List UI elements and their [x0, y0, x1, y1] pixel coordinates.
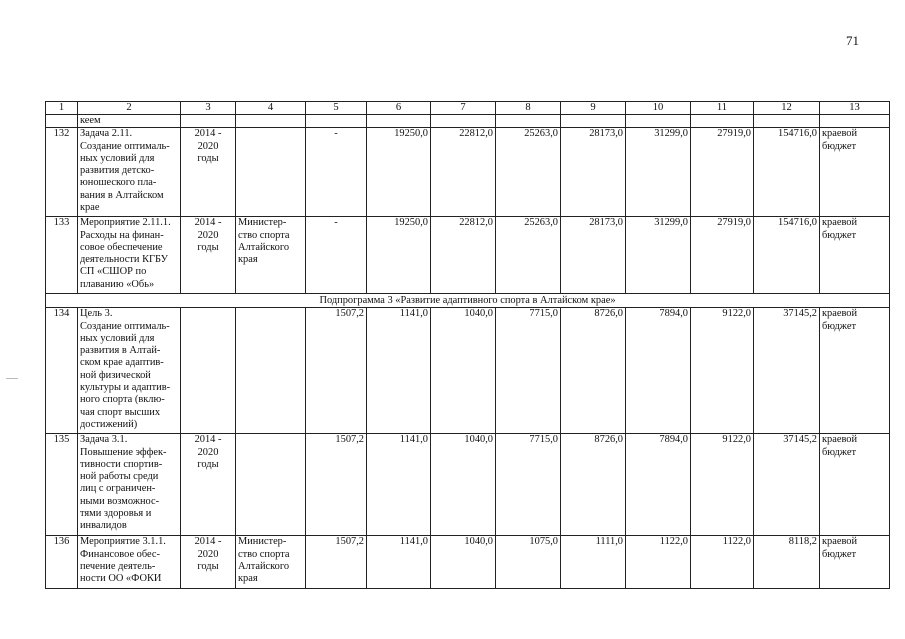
cell-value: 1040,0 [431, 536, 496, 589]
cell-value: 1122,0 [626, 536, 691, 589]
row-number: 132 [46, 128, 78, 217]
row-source: краевой бюджет [820, 434, 890, 536]
cell-value: 31299,0 [626, 128, 691, 217]
cell-value: 154716,0 [754, 128, 820, 217]
row-source: краевой бюджет [820, 536, 890, 589]
column-number: 13 [820, 102, 890, 115]
column-number: 10 [626, 102, 691, 115]
column-number: 1 [46, 102, 78, 115]
cell-value: 22812,0 [431, 217, 496, 294]
row-period: 2014 - 2020 годы [181, 536, 236, 589]
page-number: 71 [846, 33, 859, 48]
cell-value: 19250,0 [367, 128, 431, 217]
row-period: 2014 - 2020 годы [181, 434, 236, 536]
cell-value: 27919,0 [691, 128, 754, 217]
row-source: краевой бюджет [820, 128, 890, 217]
cell-value: 9122,0 [691, 308, 754, 434]
cell-value: 1122,0 [691, 536, 754, 589]
row-name: Цель 3. Создание оптималь- ных условий для развития в Алтай- ском крае адаптив- ной физической культуры и адаптив- ного спорта (вклю- чая спорт высших достижений) [78, 308, 181, 434]
column-number: 7 [431, 102, 496, 115]
cell-value: 25263,0 [496, 217, 561, 294]
cell-value: 1141,0 [367, 434, 431, 536]
cell-value: 8726,0 [561, 308, 626, 434]
column-number: 11 [691, 102, 754, 115]
cell-value: 7894,0 [626, 308, 691, 434]
cell-value: 19250,0 [367, 217, 431, 294]
cell-value: 37145,2 [754, 308, 820, 434]
column-number: 12 [754, 102, 820, 115]
table-row [46, 217, 890, 294]
row-source: краевой бюджет [820, 217, 890, 294]
cell-value: 154716,0 [754, 217, 820, 294]
row-executor [236, 128, 306, 217]
subprogram-title: Подпрограмма 3 «Развитие адаптивного спорта в Алтайском крае» [46, 294, 890, 308]
cell-value: 9122,0 [691, 434, 754, 536]
row-executor [236, 308, 306, 434]
row-name: Мероприятие 3.1.1. Финансовое обес- печение деятель- ности ОО «ФОКИ [78, 536, 181, 589]
row-number: 136 [46, 536, 78, 589]
row-period: 2014 - 2020 годы [181, 128, 236, 217]
column-number: 3 [181, 102, 236, 115]
row-executor [236, 434, 306, 536]
column-number: 2 [78, 102, 181, 115]
column-number: 8 [496, 102, 561, 115]
row-name: Задача 2.11. Создание оптималь- ных условий для развития детско- юношеского пла- вания в Алтайском крае [78, 128, 181, 217]
cell-value: 1040,0 [431, 308, 496, 434]
cell-value: 7715,0 [496, 308, 561, 434]
cell-value: 1040,0 [431, 434, 496, 536]
cell-value: 1507,2 [306, 434, 367, 536]
cell-value: - [306, 128, 367, 217]
cell-value: 1507,2 [306, 308, 367, 434]
column-number: 9 [561, 102, 626, 115]
cell-value: 1075,0 [496, 536, 561, 589]
row-executor: Министер- ство спорта Алтайского края [236, 536, 306, 589]
row-source: краевой бюджет [820, 308, 890, 434]
cell-value: 27919,0 [691, 217, 754, 294]
row-number: 134 [46, 308, 78, 434]
row-number: 133 [46, 217, 78, 294]
cell-value: 28173,0 [561, 128, 626, 217]
cell-value: 25263,0 [496, 128, 561, 217]
row-executor: Министер- ство спорта Алтайского края [236, 217, 306, 294]
row-period: 2014 - 2020 годы [181, 217, 236, 294]
scan-mark [6, 378, 18, 379]
cell-value: 1507,2 [306, 536, 367, 589]
table-row [46, 308, 890, 434]
row-number: 135 [46, 434, 78, 536]
row-name: Мероприятие 2.11.1. Расходы на финан- совое обеспечение деятельности КГБУ СП «СШОР по плаванию «Обь» [78, 217, 181, 294]
cell-value: 37145,2 [754, 434, 820, 536]
column-number-row [46, 102, 890, 115]
cell-value: 1111,0 [561, 536, 626, 589]
row-period [181, 308, 236, 434]
cell-value: 31299,0 [626, 217, 691, 294]
continuation-text: кеем [78, 115, 181, 128]
cell-value: 8726,0 [561, 434, 626, 536]
row-name: Задача 3.1. Повышение эффек- тивности спортив- ной работы среди лиц с ограничен- ными возможнос- тями здоровья и инвалидов [78, 434, 181, 536]
cell-value: 22812,0 [431, 128, 496, 217]
cell-value: 1141,0 [367, 308, 431, 434]
cell-value: 8118,2 [754, 536, 820, 589]
cell-value: 7894,0 [626, 434, 691, 536]
cell-value: 28173,0 [561, 217, 626, 294]
continuation-row [46, 115, 890, 128]
column-number: 4 [236, 102, 306, 115]
table-row [46, 434, 890, 536]
table-row [46, 536, 890, 589]
column-number: 5 [306, 102, 367, 115]
subprogram-row [46, 294, 890, 308]
cell-value: - [306, 217, 367, 294]
column-number: 6 [367, 102, 431, 115]
cell-value: 1141,0 [367, 536, 431, 589]
budget-table [45, 101, 890, 589]
table-row [46, 128, 890, 217]
cell-value: 7715,0 [496, 434, 561, 536]
